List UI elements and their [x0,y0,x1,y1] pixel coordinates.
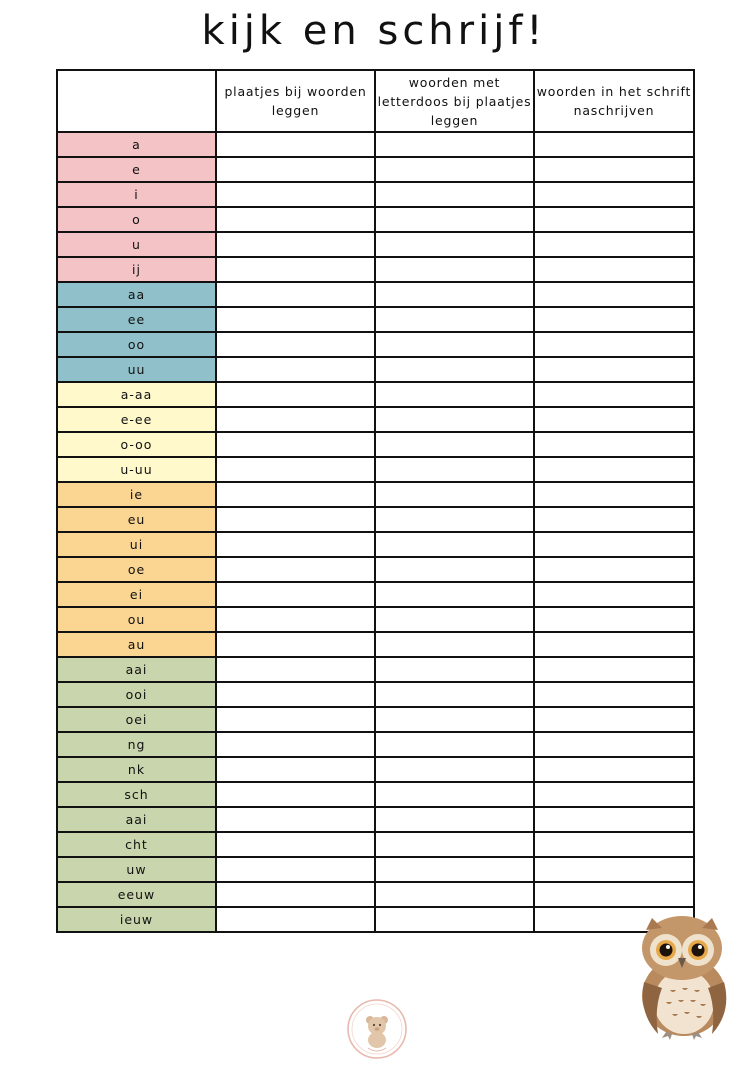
sound-label-cell: ei [57,582,216,607]
schrift-cell [534,232,694,257]
plaatjes-cell [216,657,375,682]
plaatjes-cell [216,357,375,382]
letterdoos-cell [375,557,534,582]
table-row [57,857,694,882]
table-row [57,482,694,507]
sound-label-cell: ij [57,257,216,282]
letterdoos-cell [375,157,534,182]
schrift-cell [534,482,694,507]
plaatjes-cell [216,882,375,907]
teddy-bear-logo-icon [346,998,408,1060]
letterdoos-cell [375,282,534,307]
plaatjes-cell [216,832,375,857]
table-row [57,507,694,532]
sound-label-cell: ee [57,307,216,332]
letterdoos-cell [375,457,534,482]
schrift-cell [534,632,694,657]
table-row [57,532,694,557]
letterdoos-cell [375,882,534,907]
table-row [57,682,694,707]
sound-label-cell: a [57,132,216,157]
letterdoos-cell [375,682,534,707]
schrift-cell [534,332,694,357]
sound-label-cell: aa [57,282,216,307]
sound-label-cell: e-ee [57,407,216,432]
schrift-cell [534,182,694,207]
sound-label-cell: au [57,632,216,657]
schrift-cell [534,382,694,407]
worksheet-table [56,69,695,933]
plaatjes-cell [216,782,375,807]
letterdoos-cell [375,757,534,782]
sound-label-cell: ng [57,732,216,757]
sound-label-cell: aai [57,657,216,682]
schrift-cell [534,657,694,682]
table-row [57,207,694,232]
plaatjes-cell [216,157,375,182]
schrift-cell [534,882,694,907]
schrift-cell [534,157,694,182]
plaatjes-cell [216,232,375,257]
sound-label-cell: uw [57,857,216,882]
sound-label-cell: u-uu [57,457,216,482]
table-row [57,407,694,432]
letterdoos-cell [375,257,534,282]
sound-label-cell: e [57,157,216,182]
letterdoos-cell [375,182,534,207]
plaatjes-cell [216,857,375,882]
table-row [57,657,694,682]
plaatjes-cell [216,307,375,332]
letterdoos-cell [375,307,534,332]
table-row [57,382,694,407]
table-row [57,557,694,582]
letterdoos-cell [375,232,534,257]
schrift-cell [534,457,694,482]
plaatjes-cell [216,682,375,707]
header-letterdoos: woorden met letterdoos bij plaatjes leggen [375,70,534,132]
sound-label-cell: nk [57,757,216,782]
letterdoos-cell [375,482,534,507]
sound-label-cell: oei [57,707,216,732]
table-row [57,732,694,757]
letterdoos-cell [375,907,534,932]
schrift-cell [534,707,694,732]
plaatjes-cell [216,132,375,157]
table-row [57,607,694,632]
table-row [57,707,694,732]
letterdoos-cell [375,207,534,232]
table-row [57,782,694,807]
sound-label-cell: ou [57,607,216,632]
schrift-cell [534,832,694,857]
plaatjes-cell [216,557,375,582]
plaatjes-cell [216,332,375,357]
table-row [57,232,694,257]
header-schrift: woorden in het schrift naschrijven [534,70,694,132]
table-row [57,157,694,182]
plaatjes-cell [216,632,375,657]
table-row [57,632,694,657]
header-corner-cell [57,70,216,132]
plaatjes-cell [216,807,375,832]
schrift-cell [534,207,694,232]
table-row [57,432,694,457]
plaatjes-cell [216,207,375,232]
sound-label-cell: o-oo [57,432,216,457]
sound-label-cell: a-aa [57,382,216,407]
letterdoos-cell [375,732,534,757]
table-row [57,457,694,482]
schrift-cell [534,732,694,757]
plaatjes-cell [216,457,375,482]
schrift-cell [534,682,694,707]
table-row [57,332,694,357]
sound-label-cell: oe [57,557,216,582]
letterdoos-cell [375,357,534,382]
sound-label-cell: oo [57,332,216,357]
letterdoos-cell [375,332,534,357]
sound-label-cell: ieuw [57,907,216,932]
schrift-cell [534,507,694,532]
plaatjes-cell [216,182,375,207]
letterdoos-cell [375,407,534,432]
table-row [57,307,694,332]
schrift-cell [534,757,694,782]
schrift-cell [534,307,694,332]
plaatjes-cell [216,432,375,457]
plaatjes-cell [216,482,375,507]
plaatjes-cell [216,282,375,307]
letterdoos-cell [375,432,534,457]
plaatjes-cell [216,607,375,632]
schrift-cell [534,407,694,432]
sound-label-cell: ui [57,532,216,557]
letterdoos-cell [375,382,534,407]
sound-label-cell: ooi [57,682,216,707]
table-row [57,907,694,932]
letterdoos-cell [375,807,534,832]
schrift-cell [534,857,694,882]
letterdoos-cell [375,632,534,657]
plaatjes-cell [216,407,375,432]
sound-label-cell: i [57,182,216,207]
table-row [57,582,694,607]
plaatjes-cell [216,732,375,757]
header-plaatjes: plaatjes bij woorden leggen [216,70,375,132]
schrift-cell [534,257,694,282]
letterdoos-cell [375,532,534,557]
sound-label-cell: sch [57,782,216,807]
schrift-cell [534,782,694,807]
table-row [57,257,694,282]
table-row [57,282,694,307]
schrift-cell [534,357,694,382]
letterdoos-cell [375,707,534,732]
letterdoos-cell [375,607,534,632]
plaatjes-cell [216,757,375,782]
sound-label-cell: cht [57,832,216,857]
table-row [57,882,694,907]
page-title: kijk en schrijf! [201,8,547,54]
sound-label-cell: o [57,207,216,232]
sound-label-cell: u [57,232,216,257]
plaatjes-cell [216,257,375,282]
sound-label-cell: eeuw [57,882,216,907]
schrift-cell [534,582,694,607]
table-row [57,182,694,207]
schrift-cell [534,607,694,632]
letterdoos-cell [375,582,534,607]
letterdoos-cell [375,782,534,807]
letterdoos-cell [375,132,534,157]
schrift-cell [534,132,694,157]
plaatjes-cell [216,382,375,407]
letterdoos-cell [375,857,534,882]
letterdoos-cell [375,507,534,532]
table-row [57,132,694,157]
schrift-cell [534,557,694,582]
plaatjes-cell [216,507,375,532]
table-row [57,807,694,832]
table-row [57,757,694,782]
schrift-cell [534,807,694,832]
schrift-cell [534,532,694,557]
table-row [57,832,694,857]
table-row [57,357,694,382]
table-header-row [57,70,694,132]
sound-label-cell: ie [57,482,216,507]
owl-illustration-icon [632,912,736,1040]
plaatjes-cell [216,532,375,557]
plaatjes-cell [216,907,375,932]
schrift-cell [534,282,694,307]
sound-label-cell: aai [57,807,216,832]
plaatjes-cell [216,707,375,732]
letterdoos-cell [375,657,534,682]
letterdoos-cell [375,832,534,857]
schrift-cell [534,432,694,457]
sound-label-cell: eu [57,507,216,532]
plaatjes-cell [216,582,375,607]
sound-label-cell: uu [57,357,216,382]
